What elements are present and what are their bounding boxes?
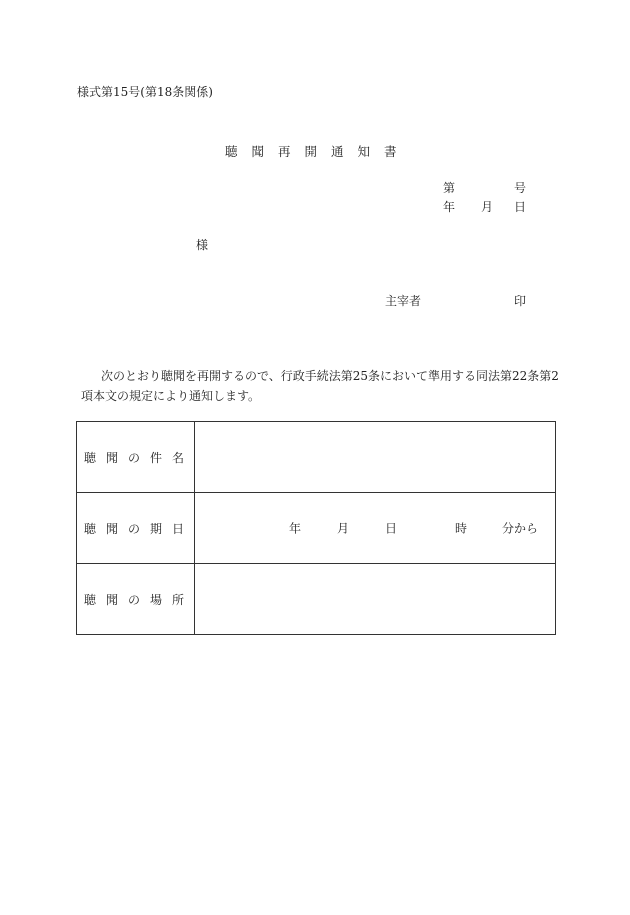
date-day-label: 日	[514, 200, 527, 214]
notice-body-line-1: 次のとおり聴聞を再開するので、行政手続法第25条において準用する同法第22条第2	[101, 369, 559, 383]
table-row	[77, 422, 556, 493]
hearing-subject-label: 聴聞の件名	[77, 422, 195, 493]
hearing-place-label: 聴聞の場所	[77, 564, 195, 635]
date-month-label: 月	[481, 200, 494, 214]
hearing-date-value	[195, 493, 556, 564]
document-number-suffix: 号	[514, 181, 527, 195]
document-number-prefix: 第	[443, 181, 456, 195]
seal-mark: 印	[514, 294, 527, 308]
hearing-day-unit: 日	[385, 521, 398, 536]
hearing-year-unit: 年	[289, 521, 302, 536]
table-row	[77, 564, 556, 635]
table-row	[77, 493, 556, 564]
form-number: 様式第15号(第18条関係)	[77, 85, 213, 99]
recipient-honorific: 様	[196, 238, 209, 252]
document-title: 聴聞再開通知書	[225, 144, 411, 159]
hearing-date-label: 聴聞の期日	[77, 493, 195, 564]
hearing-place-value	[195, 564, 556, 635]
hearing-hour-unit: 時	[455, 521, 468, 536]
hearing-month-unit: 月	[337, 521, 350, 536]
notice-body-line-2: 項本文の規定により通知します。	[81, 389, 261, 403]
notice-body	[81, 366, 561, 406]
date-year-label: 年	[443, 200, 456, 214]
hearing-minute-from-unit: 分から	[502, 521, 539, 536]
hearing-info-table	[76, 421, 556, 635]
sender-label: 主宰者	[385, 294, 422, 308]
hearing-subject-value	[195, 422, 556, 493]
